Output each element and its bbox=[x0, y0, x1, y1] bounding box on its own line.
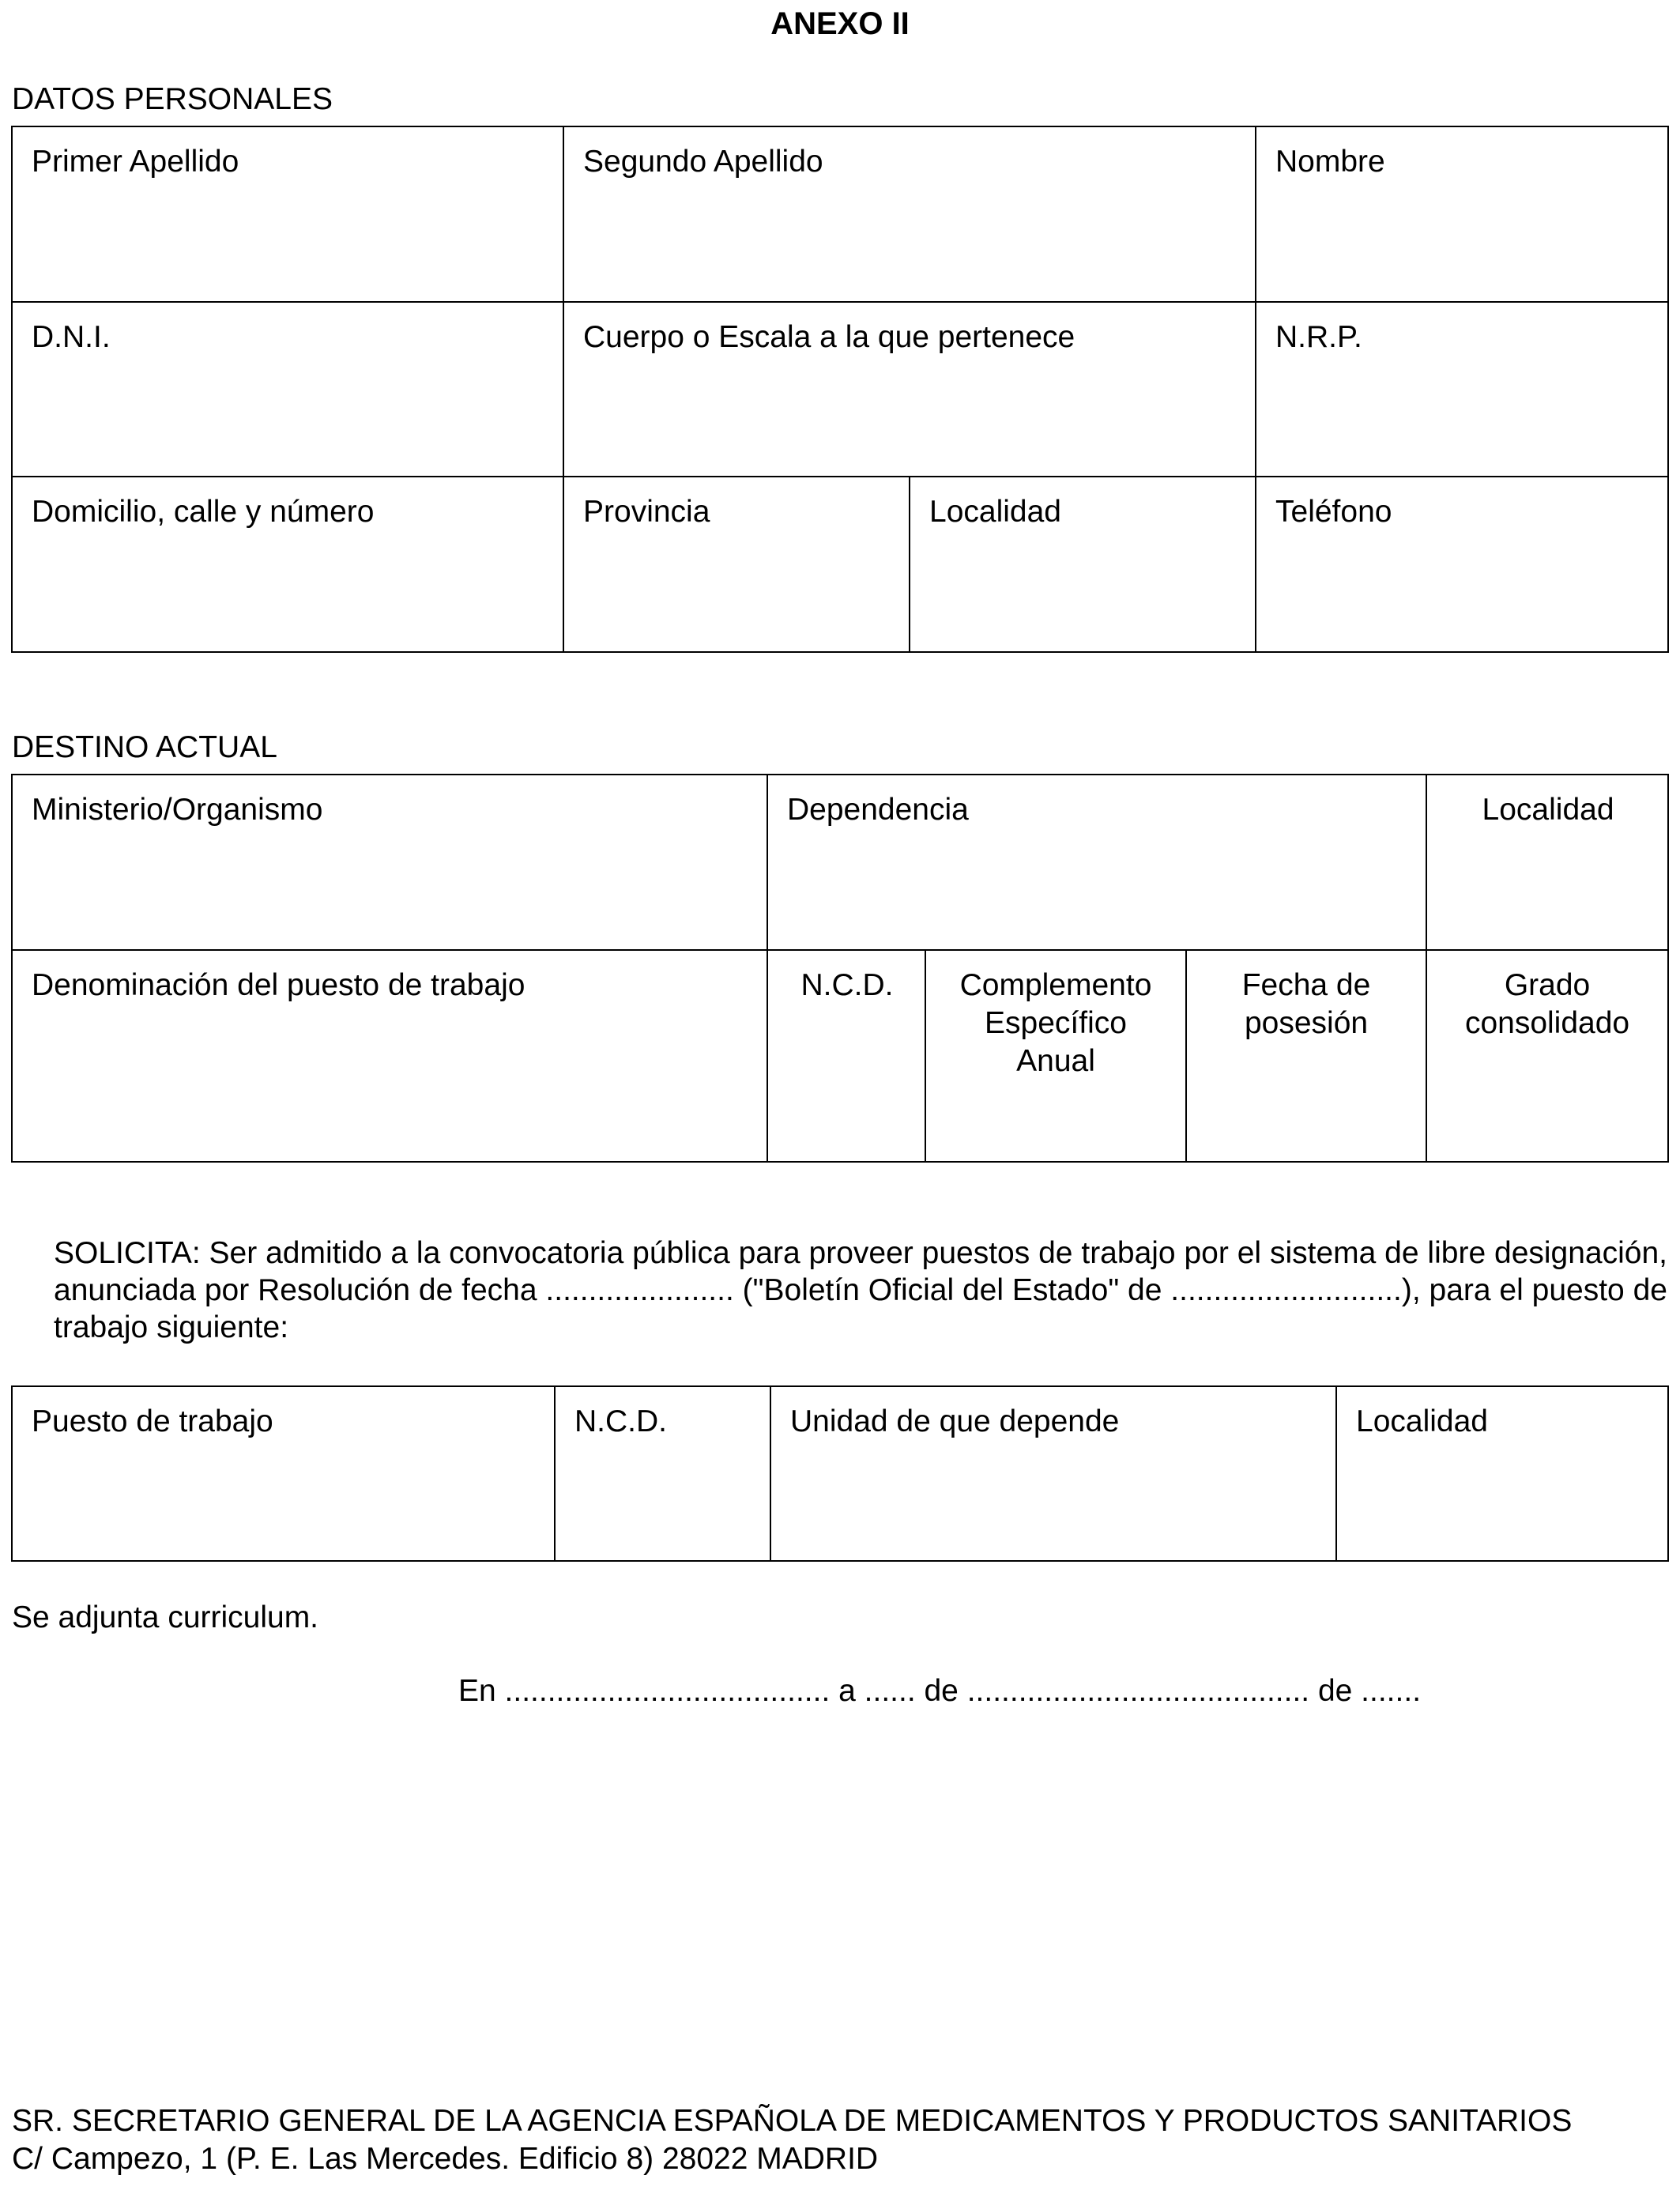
field-label: Fecha de posesión bbox=[1241, 968, 1371, 1040]
table-row bbox=[12, 477, 1668, 652]
field-ncd-puesto[interactable] bbox=[555, 1386, 770, 1561]
field-label: Grado consolidado bbox=[1464, 968, 1630, 1040]
field-label: N.R.P. bbox=[1275, 320, 1362, 354]
field-cuerpo-escala[interactable] bbox=[563, 302, 1256, 477]
field-segundo-apellido[interactable] bbox=[563, 126, 1256, 302]
document-title: ANEXO II bbox=[770, 6, 910, 41]
field-grado-consolidado[interactable] bbox=[1426, 950, 1668, 1162]
field-dni[interactable] bbox=[12, 302, 563, 477]
field-label: Segundo Apellido bbox=[583, 145, 823, 179]
field-label: D.N.I. bbox=[32, 320, 111, 354]
field-localidad-destino[interactable] bbox=[1426, 775, 1668, 950]
field-telefono[interactable] bbox=[1256, 477, 1668, 652]
field-label: Puesto de trabajo bbox=[32, 1404, 273, 1438]
puesto-solicitado-table bbox=[11, 1385, 1669, 1562]
footer-direccion: C/ Campezo, 1 (P. E. Las Mercedes. Edificio 8) 28022 MADRID bbox=[12, 2142, 879, 2176]
field-label: Localidad bbox=[929, 495, 1061, 529]
destino-actual-table bbox=[11, 774, 1669, 1163]
field-label: Denominación del puesto de trabajo bbox=[32, 968, 525, 1002]
field-localidad-puesto[interactable] bbox=[1336, 1386, 1668, 1561]
datos-personales-table bbox=[11, 126, 1669, 653]
field-label: Ministerio/Organismo bbox=[32, 793, 323, 827]
solicita-paragraph bbox=[54, 1235, 1667, 1346]
table-row bbox=[12, 775, 1668, 950]
section-heading-destino-actual: DESTINO ACTUAL bbox=[12, 730, 277, 764]
field-label: Dependencia bbox=[787, 793, 969, 827]
field-label: Cuerpo o Escala a la que pertenece bbox=[583, 320, 1075, 354]
field-nrp[interactable] bbox=[1256, 302, 1668, 477]
table-row bbox=[12, 1386, 1668, 1561]
field-puesto-trabajo[interactable] bbox=[12, 1386, 555, 1561]
field-ministerio-organismo[interactable] bbox=[12, 775, 767, 950]
section-heading-datos-personales: DATOS PERSONALES bbox=[12, 82, 333, 116]
field-dependencia[interactable] bbox=[767, 775, 1426, 950]
field-nombre[interactable] bbox=[1256, 126, 1668, 302]
field-fecha-posesion[interactable] bbox=[1186, 950, 1426, 1162]
field-label: Primer Apellido bbox=[32, 145, 239, 179]
footer-destinatario: SR. SECRETARIO GENERAL DE LA AGENCIA ESPAÑOLA DE MEDICAMENTOS Y PRODUCTOS SANITARIOS bbox=[12, 2104, 1573, 2138]
field-label: Provincia bbox=[583, 495, 710, 529]
field-label: Nombre bbox=[1275, 145, 1385, 179]
field-label: Teléfono bbox=[1275, 495, 1392, 529]
table-row bbox=[12, 302, 1668, 477]
field-primer-apellido[interactable] bbox=[12, 126, 563, 302]
field-label: Localidad bbox=[1356, 1404, 1488, 1438]
field-ncd-destino[interactable] bbox=[767, 950, 925, 1162]
field-localidad[interactable] bbox=[910, 477, 1256, 652]
field-unidad-depende[interactable] bbox=[770, 1386, 1336, 1561]
adjunta-curriculum-text: Se adjunta curriculum. bbox=[12, 1600, 319, 1634]
fecha-lugar-line: En ...................................... a ...... de ........................................ de ....... bbox=[458, 1674, 1422, 1708]
field-label: Localidad bbox=[1482, 793, 1614, 827]
solicita-text: SOLICITA: Ser admitido a la convocatoria pública para proveer puestos de trabajo por el sistema de libre designación, anunciada por Resolución de fecha ...................... ("Boletín Oficial del Estado" de ...........................), para el puesto de trabajo siguiente: bbox=[54, 1236, 1667, 1344]
field-label: Unidad de que depende bbox=[790, 1404, 1120, 1438]
field-label: N.C.D. bbox=[800, 968, 894, 1002]
table-row bbox=[12, 950, 1668, 1162]
field-label: N.C.D. bbox=[574, 1404, 667, 1438]
field-label: Complemento Específico Anual bbox=[959, 968, 1152, 1078]
field-complemento-especifico[interactable] bbox=[925, 950, 1186, 1162]
field-domicilio[interactable] bbox=[12, 477, 563, 652]
table-row bbox=[12, 126, 1668, 302]
field-denominacion-puesto[interactable] bbox=[12, 950, 767, 1162]
field-provincia[interactable] bbox=[563, 477, 910, 652]
field-label: Domicilio, calle y número bbox=[32, 495, 375, 529]
